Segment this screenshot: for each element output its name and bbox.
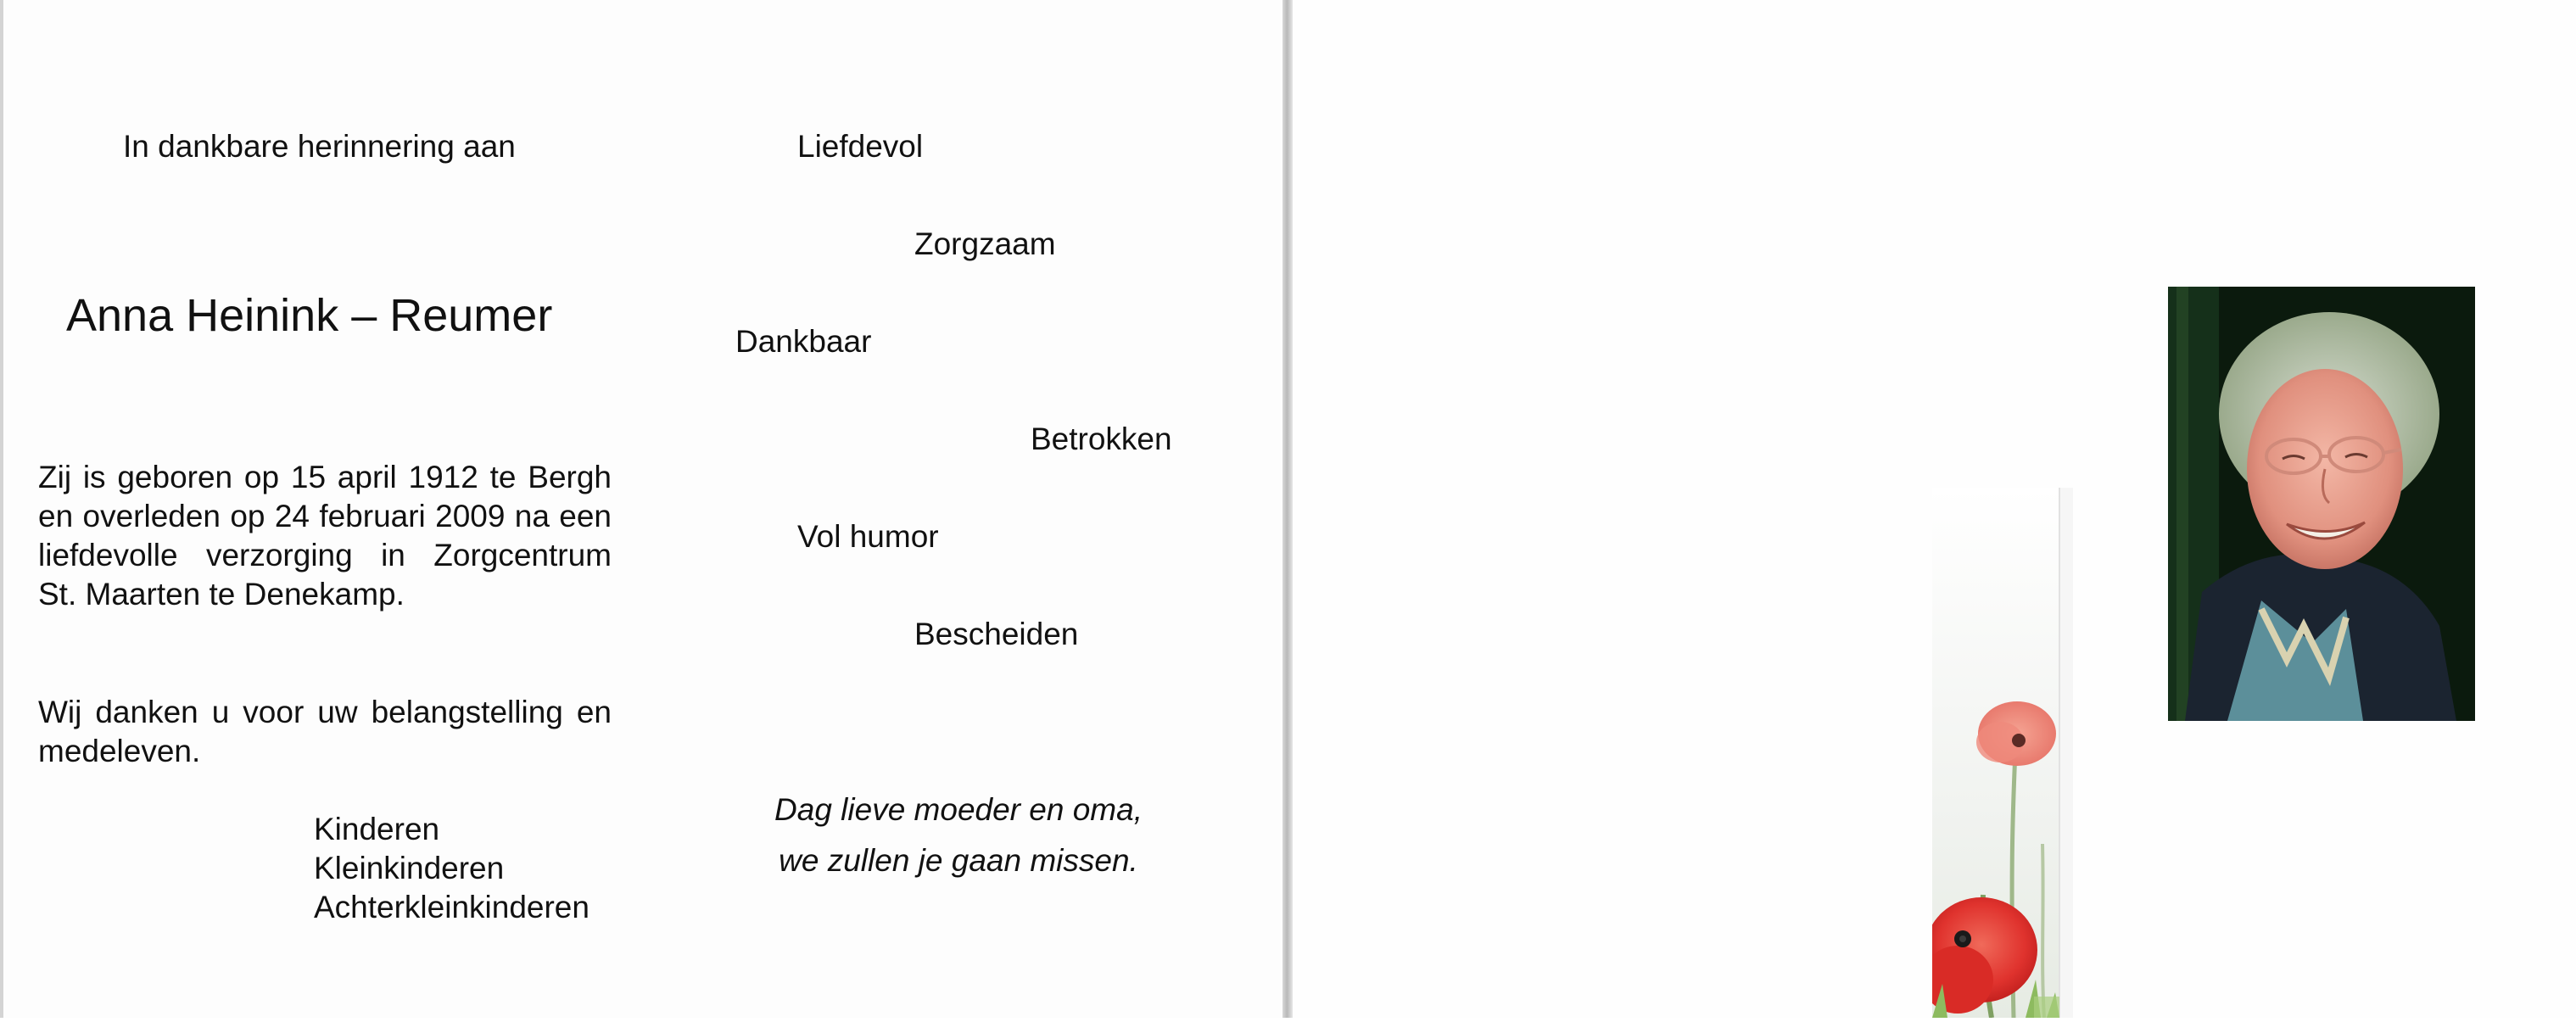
farewell-message — [746, 785, 1171, 886]
quality-word: Betrokken — [1031, 422, 1172, 456]
quality-word: Vol humor — [797, 519, 939, 554]
card-fold — [1282, 0, 1293, 1018]
poppy-flowers-image — [1932, 488, 2073, 1018]
intro-text: In dankbare herinnering aan — [123, 129, 516, 164]
birth-death-paragraph — [38, 458, 612, 614]
signer-item: Kinderen — [314, 812, 440, 846]
paragraph-line: St. Maarten te Denekamp. — [38, 577, 405, 612]
signers-list — [314, 810, 590, 927]
paragraph-line: medeleven. — [38, 734, 201, 768]
portrait-photo — [2168, 287, 2475, 721]
paragraph-line: Zij is geboren op 15 april 1912 te Bergh — [38, 460, 612, 494]
quality-word: Dankbaar — [735, 324, 872, 359]
quality-word: Liefdevol — [797, 129, 924, 164]
paragraph-line: liefdevolle verzorging in Zorgcentrum — [38, 538, 612, 572]
card-edge — [0, 0, 3, 1018]
signer-item: Achterkleinkinderen — [314, 890, 590, 924]
deceased-name: Anna Heinink – Reumer — [66, 290, 553, 341]
quality-word: Zorgzaam — [914, 226, 1056, 261]
farewell-line: Dag lieve moeder en oma, — [774, 792, 1143, 827]
paragraph-line: Wij danken u voor uw belangstelling en — [38, 695, 612, 729]
paragraph-line: en overleden op 24 februari 2009 na een — [38, 499, 612, 533]
thanks-paragraph — [38, 693, 612, 771]
signer-item: Kleinkinderen — [314, 851, 505, 885]
farewell-line: we zullen je gaan missen. — [779, 843, 1138, 878]
quality-word: Bescheiden — [914, 617, 1079, 651]
